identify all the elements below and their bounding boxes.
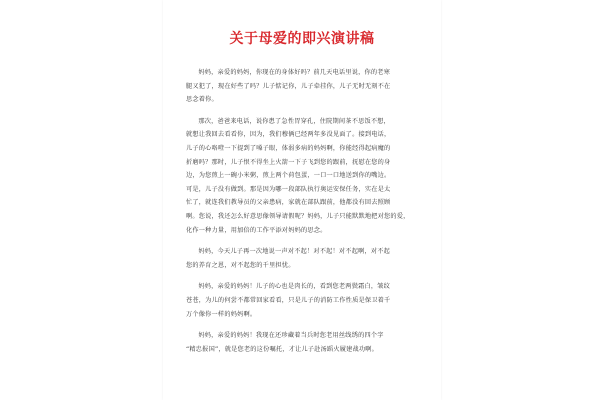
document-body: [186, 66, 422, 364]
paragraph: 那次，爸爸来电话，说你患了急性胃穿孔，住院期间茶不思饭不想， 就想让我回去看看你，因为，我们穆俩已经两年多没见面了。接到电话， 儿子的心咯噔一下提到了嗓子眼，体弱多病的妈妈啊，你能经得起病魔的 折磨吗？那时，儿子恨不得坐上火箭一下子飞到您的跟前，抚慰在您的身 边，为您煎上一碗小米粥，煎上两个荷包蛋，一口一口地送到你的嘴边。 可是，儿子没有做到。那是因为哪一段部队执行奥运安保任务，实在是太 忙了，就连我们教导员的父亲患病，家就在部队跟前，他都没有回去照顾 啊。您说，我还怎么好意思像领导请假呢？妈妈，儿子只能默默地把对您的爱， 化作一种力量，用加倍的工作平添对妈妈的思念。: [186, 117, 410, 234]
document-page: [163, 0, 441, 400]
paragraph: 妈妈，今天儿子再一次地说一声对不起！对不起！对不起啊，对不起 您的养育之恩，对不起您的千里担忧。: [186, 248, 391, 269]
paragraph: 妈妈，亲爱的妈妈，你现在的身体好吗？前几天电话里说，你的老寒 腿又犯了，现在好些了吗？儿子惦记你，儿子牵挂你，儿子无时无刻不在 思念着你。: [186, 69, 391, 104]
paragraph: 妈妈，亲爱的妈妈！儿子的心也是肉长的，看到您老两鬓霜白，皱纹 苍苍，为儿的何尝不都常回家看看，只是儿子的消防工作性质是保卫着千 万个像你一样的妈妈啊。: [186, 283, 391, 318]
paragraph: 妈妈，亲爱的妈妈！我现在还珍藏着当兵时您老用丝线绣的四个字 “精忠报国”，就是您老的这份嘱托，才让儿子赴汤蹈火履建战功啊。: [186, 332, 384, 353]
document-title: 关于母爱的即兴演讲稿: [229, 31, 375, 47]
